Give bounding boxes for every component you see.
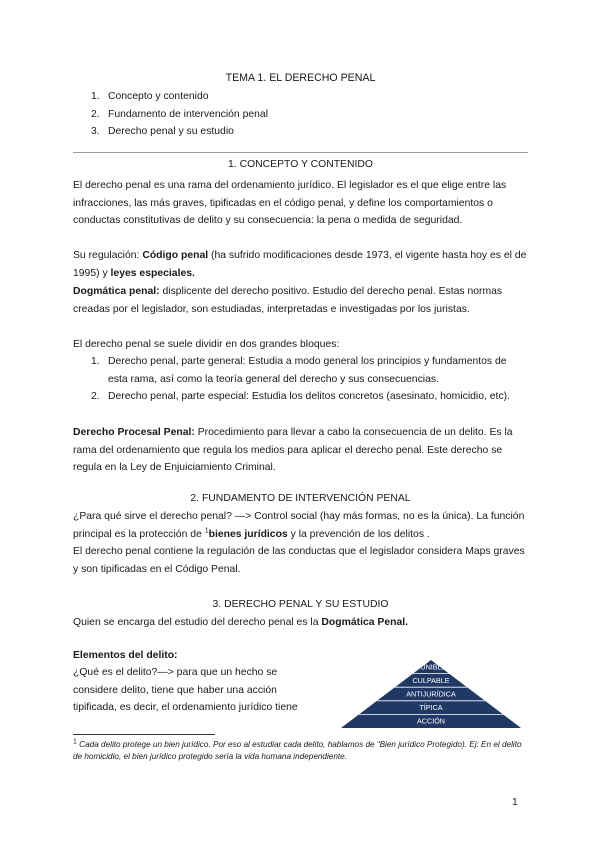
list-item: 2. Derecho penal, parte especial: Estudia los delitos concretos (asesinato, homicidio, etc). [91,391,510,403]
delito-pyramid [340,659,522,729]
footnote-ref[interactable]: 1 [204,527,209,535]
page-number: 1 [512,797,518,808]
leyes-especiales-bold: leyes especiales. [110,267,195,279]
regulation-paragraph: Su regulación: Código penal (ha sufrido modificaciones desde 1973, el vigente hasta hoy es el de 1995) y leyes especiales. [73,250,527,279]
pyramid-level-label: ANTIJURÍDICA [406,689,456,699]
toc-item-label: Derecho penal y su estudio [108,126,234,138]
elementos-heading: Elementos del delito: [73,650,178,661]
dogmatica-paragraph: Dogmática penal: displicente del derecho positivo. Estudio del derecho penal. Estas normas creadas por el legislador, son estudiadas, interpretadas e investigadas por los juristas. [73,286,503,315]
pyramid-level-label: TÍPICA [419,703,443,713]
section-3-heading: 3. DERECHO PENAL Y SU ESTUDIO [212,599,389,610]
toc-item: 3. Derecho penal y su estudio [91,126,234,138]
toc-item: 1. Concepto y contenido [91,91,209,102]
toc-item-label: Fundamento de intervención penal [108,108,269,120]
section-2-heading: 2. FUNDAMENTO DE INTERVENCIÓN PENAL [190,493,411,504]
section-2-paragraph-2: El derecho penal contiene la regulación de las conductas que el legislador considera Maps graves y son tipificadas en el Código Penal. [73,546,525,575]
procesal-label: Derecho Procesal Penal: [73,427,195,438]
horizontal-divider [73,152,528,153]
footnote-separator [73,734,215,735]
section-2-paragraph-1: ¿Para qué sirve el derecho penal? —> Control social (hay más formas, no es la única). La función principal es la protección de $^1$bienes jurídicos y la prevención de los delitos . [73,511,525,540]
section-1-heading: 1. CONCEPTO Y CONTENIDO [228,159,373,170]
procesal-paragraph: Derecho Procesal Penal: Procedimiento para llevar a cabo la consecuencia de un delito. Es la rama del ordenamiento que regula los medios para aplicar el derecho penal. Este derecho se regula en la Ley de Enjuiciamiento Criminal. [73,427,513,474]
bienes-juridicos-bold: bienes jurídicos [208,528,288,540]
list-item: 1. Derecho penal, parte general: Estudia a modo general los principios y fundamentos de esta rama, así como la teoría general del derecho y sus consecuencias. [91,356,507,385]
dogmatica-penal-bold: Dogmática Penal. [321,617,409,628]
section-1-intro: El derecho penal es una rama del ordenamiento jurídico. El legislador es el que elige entre las infracciones, las más graves, tipificadas en el código penal, y define los comportamientos o conductas constitutivas de delito y su consecuencia: la pena o medida de seguridad. [73,180,507,227]
footnote: 1 Cada delito protege un bien jurídico. Por eso al estudiar cada delito, hablamos de “Bien jurídico Protegido). Ej: En el delito de homicidio, el bien jurídico protegido sería la vida humana independiente. [73,738,522,762]
toc-item-label: Concepto y contenido [108,91,209,102]
division-paragraph: El derecho penal se suele dividir en dos grandes bloques: [73,339,340,350]
pyramid-level-label: CULPABLE [412,675,450,685]
pyramid-level-label: ACCIÓN [417,716,445,726]
toc-item: 2. Fundamento de intervención penal [91,108,269,120]
section-3-paragraph: Quien se encarga del estudio del derecho penal es la Dogmática Penal. [73,617,409,628]
codigo-penal-bold: Código penal [142,250,209,261]
elementos-text: ¿Qué es el delito?—> para que un hecho se considere delito, tiene que haber una acción tipificada, es decir, el ordenamiento jurídico tiene [73,667,298,714]
dogmatica-label: Dogmática penal: [73,286,160,297]
pyramid-level-label: PUNIBLE [415,662,447,672]
blocks-list [73,353,528,406]
document-title: TEMA 1. EL DERECHO PENAL [225,72,376,84]
table-of-contents [73,88,268,141]
